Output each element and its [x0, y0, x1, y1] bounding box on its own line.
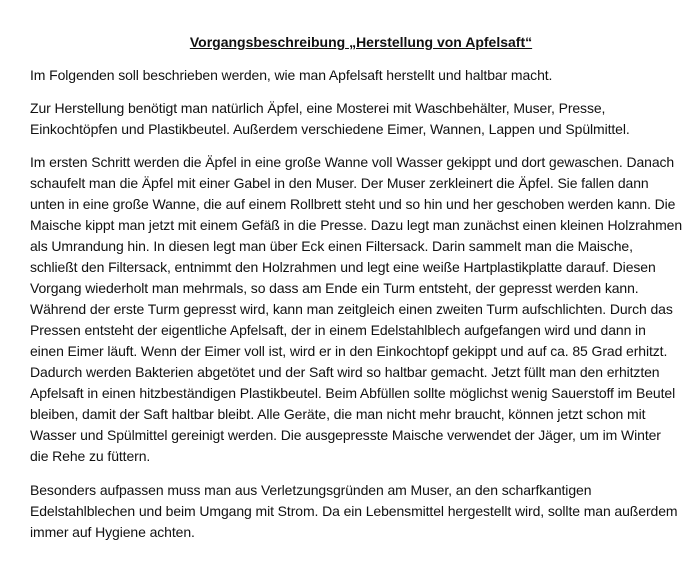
- materials-paragraph: Zur Herstellung benötigt man natürlich Äpfel, eine Mosterei mit Waschbehälter, Muser, Presse, Einkochtöpfen und Plastikbeutel. Außerdem verschiedene Eimer, Wannen, Lappen und Spülmittel.: [30, 100, 630, 137]
- document-title: Vorgangsbeschreibung „Herstellung von Apfelsaft“: [189, 34, 533, 50]
- intro-paragraph: Im Folgenden soll beschrieben werden, wie man Apfelsaft herstellt und haltbar macht.: [30, 67, 553, 83]
- safety-paragraph: Besonders aufpassen muss man aus Verletzungsgründen am Muser, an den scharfkantigen Edelstahlblechen und beim Umgang mit Strom. Da ein Lebensmittel hergestellt wird, sollte man außerdem immer auf Hygiene achten.: [30, 482, 678, 540]
- process-paragraph: Im ersten Schritt werden die Äpfel in eine große Wanne voll Wasser gekippt und dort gewaschen. Danach schaufelt man die Äpfel mit einer Gabel in den Muser. Der Muser zerkleinert die Äpfel. Sie fallen dann unten in eine große Wanne, die auf einem Rollbrett steht und so hin und her geschoben werden kann. Die Maische kippt man jetzt mit einem Gefäß in die Presse. Dazu legt man zunächst einen kleinen Holzrahmen als Umrandung hin. In diesen legt man über Eck einen Filtersack. Darin sammelt man die Maische, schließt den Filtersack, entnimmt den Holzrahmen und legt eine weiße Hartplastikplatte darauf. Diesen Vorgang wiederholt man mehrmals, so dass am Ende ein Turm entsteht, der gepresst werden kann. Während der erste Turm gepresst wird, kann man zeitgleich einen zweiten Turm aufschlichten. Durch das Pressen entsteht der eigentliche Apfelsaft, der in einem Edelstahlblech aufgefangen wird und dann in einen Eimer läuft. Wenn der Eimer voll ist, wird er in den Einkochtopf gekippt und auf ca. 85 Grad erhitzt. Dadurch werden Bakterien abgetötet und der Saft wird so haltbar gemacht. Jetzt füllt man den erhitzten Apfelsaft in einen hitzbeständigen Plastikbeutel. Beim Abfüllen sollte möglichst wenig Sauerstoff im Beutel bleiben, damit der Saft haltbar bleibt. Alle Geräte, die man nicht mehr braucht, können jetzt schon mit Wasser und Spülmittel gereinigt werden. Die ausgepresste Maische verwendet der Jäger, um im Winter die Rehe zu füttern.: [30, 154, 683, 464]
